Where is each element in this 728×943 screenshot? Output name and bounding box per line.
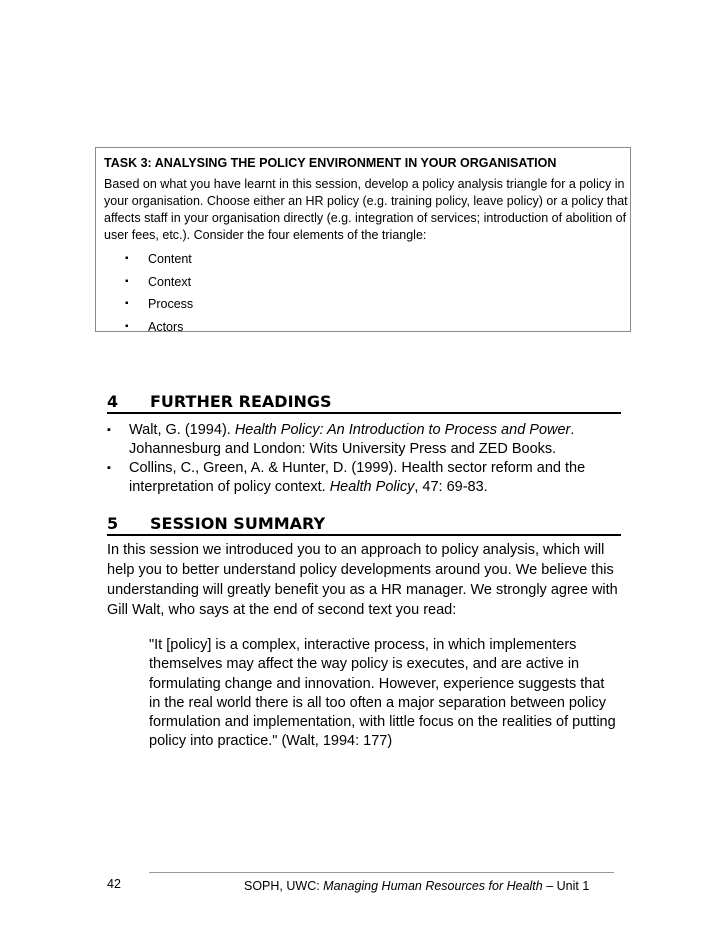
running-footer xyxy=(244,879,589,894)
list-item xyxy=(104,248,630,271)
page-number: 42 xyxy=(107,877,121,891)
footer-unit: – Unit 1 xyxy=(542,879,590,893)
square-bullet-icon: ▪ xyxy=(107,462,111,474)
square-bullet-icon: ▪ xyxy=(125,320,129,332)
block-quote: "It [policy] is a complex, interactive process, in which implementers themselves may affect the way policy is executes, and are active in formulating change and innovation. However, experience suggests that in the real world there is all too often a major separation between policy formulation and implementation, with little focus on the realities of putting policy into practice." (Walt, 1994: 177) xyxy=(149,637,616,750)
list-item xyxy=(104,293,630,316)
square-bullet-icon: ▪ xyxy=(125,253,129,264)
square-bullet-icon: ▪ xyxy=(107,424,111,436)
list-item xyxy=(104,316,630,339)
footer-divider xyxy=(149,872,614,873)
list-item-label: Actors xyxy=(148,319,184,334)
list-item-label: Context xyxy=(148,274,192,289)
section-heading-further-readings xyxy=(107,392,621,414)
task-element-list xyxy=(104,248,630,338)
list-item-label: Process xyxy=(148,297,194,311)
reference-publisher: . Johannesburg and London: Wits University Press and ZED Books. xyxy=(129,422,575,457)
summary-paragraph: In this session we introduced you to an approach to policy analysis, which will help you to better understand policy developments around you. We believe this understanding will greatly benefit you as a HR manager. We strongly agree with Gill Walt, who says at the end of second text you read: xyxy=(107,542,618,618)
reading-list xyxy=(107,421,627,497)
list-item xyxy=(104,271,630,294)
reference-pages: , 47: 69-83. xyxy=(414,479,488,495)
task-title: TASK 3: ANALYSING THE POLICY ENVIRONMENT IN YOUR ORGANISATION xyxy=(104,156,557,170)
section-number: 5 xyxy=(107,514,119,533)
square-bullet-icon: ▪ xyxy=(125,275,129,287)
reference-text: Collins, C., Green, A. & Hunter, D. (1999). Health sector reform and the interpretation of policy context. xyxy=(129,460,586,495)
list-item-label: Content xyxy=(148,252,192,266)
reference-title: Health Policy: An Introduction to Process and Power xyxy=(234,422,571,438)
square-bullet-icon: ▪ xyxy=(125,298,129,309)
reading-item xyxy=(107,459,627,497)
section-number: 4 xyxy=(107,392,119,411)
reference-text: Walt, G. (1994). xyxy=(129,422,235,438)
section-title: SESSION SUMMARY xyxy=(150,514,326,533)
footer-course-title: Managing Human Resources for Health xyxy=(323,879,543,893)
section-title: FURTHER READINGS xyxy=(150,392,332,411)
footer-prefix: SOPH, UWC: xyxy=(244,879,324,893)
reference-journal: Health Policy xyxy=(329,479,415,495)
task-box xyxy=(95,147,631,332)
reading-item xyxy=(107,421,627,459)
task-instructions: Based on what you have learnt in this session, develop a policy analysis triangle for a policy in your organisation. Choose either an HR policy (e.g. training policy, leave policy) or a policy that affects staff in your organisation directly (e.g. integration of services; introduction of abolition of user fees, etc.). Consider the four elements of the triangle: xyxy=(104,177,628,242)
section-heading-session-summary xyxy=(107,514,621,536)
